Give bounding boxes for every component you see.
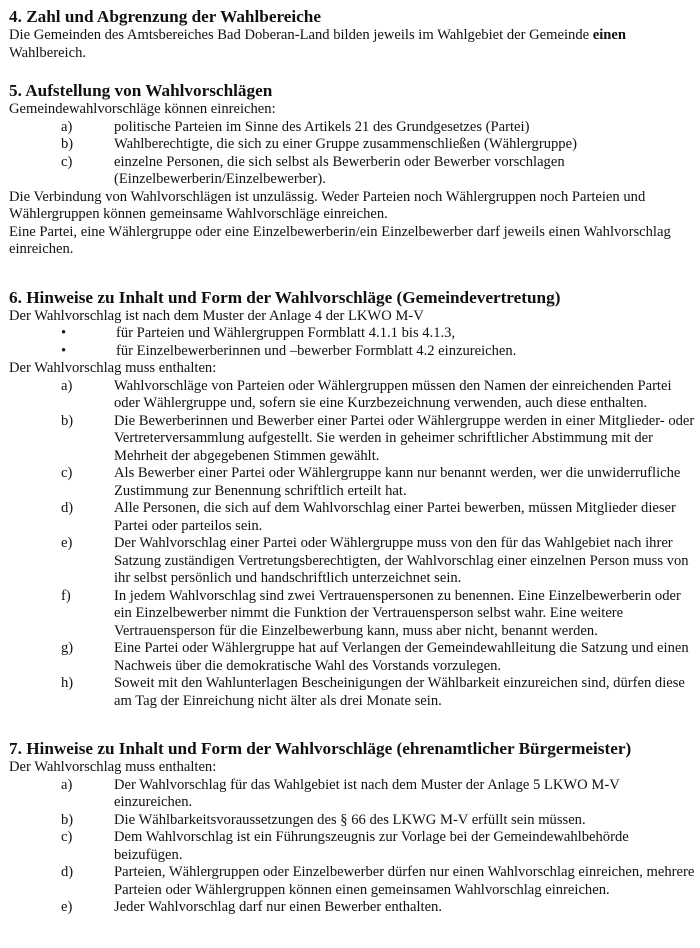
bullet-text: für Parteien und Wählergruppen Formblatt 4.1.1 bis 4.1.3,: [116, 325, 456, 341]
list-item: [9, 675, 695, 710]
section-4-text-a: Die Gemeinden des Amtsbereiches Bad Doberan-Land bilden jeweils im Wahlgebiet der Gemeinde: [9, 27, 593, 43]
section-6-heading: 6. Hinweise zu Inhalt und Form der Wahlvorschläge (Gemeindevertretung): [9, 287, 561, 307]
list-text: In jedem Wahlvorschlag sind zwei Vertrauenspersonen zu benennen. Eine Einzelbewerberin oder ein Einzelbewerber nimmt die Funktion der Vertrauensperson selbst wahr. Eine weitere Vertrauensperson für die Einzelbewerbung kann, muss aber nicht, benannt werden.: [114, 587, 681, 639]
list-text: Wahlberechtigte, die sich zu einer Gruppe zusammenschließen (Wählergruppe): [114, 136, 577, 152]
section-5-heading: 5. Aufstellung von Wahlvorschlägen: [9, 81, 273, 100]
list-item: [9, 777, 695, 812]
section-5-intro: Gemeindewahlvorschläge können einreichen:: [9, 101, 276, 117]
section-5-paragraph-1: Die Verbindung von Wahlvorschlägen ist unzulässig. Weder Parteien noch Wählergruppen noch Parteien und Wählergruppen können gemeinsame Wahlvorschläge einreichen.: [9, 188, 646, 222]
list-item: [9, 119, 695, 137]
list-item: [9, 535, 695, 588]
list-marker: a): [61, 377, 73, 394]
list-text: einzelne Personen, die sich selbst als Bewerberin oder Bewerber vorschlagen (Einzelbewerberin/Einzelbewerber).: [114, 153, 565, 187]
bullet-marker: •: [61, 325, 67, 341]
section-7-heading: 7. Hinweise zu Inhalt und Form der Wahlvorschläge (ehrenamtlicher Bürgermeister): [9, 739, 632, 758]
list-text: Eine Partei oder Wählergruppe hat auf Verlangen der Gemeindewahlleitung die Satzung und einen Nachweis über die demokratische Wahl des Vorstands vorzulegen.: [114, 640, 689, 674]
list-item: [9, 899, 695, 917]
list-item: [9, 829, 695, 864]
list-marker: a): [61, 118, 73, 135]
list-text: Parteien, Wählergruppen oder Einzelbewerber dürfen nur einen Wahlvorschlag einreichen, mehrere Parteien oder Wählergruppen können einen gemeinsamen Wahlvorschlag einreichen.: [114, 864, 695, 898]
list-text: Der Wahlvorschlag einer Partei oder Wählergruppe muss von den für das Wahlgebiet nach ihrer Satzung zuständigen Vertretungsberechtigten, der Wahlvorschlag einer einzelnen Person muss von ihr selbst persönlich und handschriftlich unterzeichnet sein.: [114, 535, 689, 586]
list-text: Als Bewerber einer Partei oder Wählergruppe kann nur benannt werden, wer die unwiderrufliche Zustimmung zur Benennung schriftlich erteilt hat.: [114, 465, 681, 499]
list-marker: b): [61, 811, 74, 828]
section-4-text-b: Wahlbereich.: [9, 44, 87, 61]
list-marker: b): [61, 412, 74, 429]
section-6: [9, 287, 695, 711]
list-text: Alle Personen, die sich auf dem Wahlvorschlag einer Partei bewerben, müssen Mitglieder dieser Partei oder parteilos sein.: [114, 500, 676, 534]
section-4-text-bold: einen: [592, 27, 626, 43]
list-item: [9, 136, 695, 154]
list-marker: d): [61, 864, 74, 880]
list-text: Der Wahlvorschlag für das Wahlgebiet ist nach dem Muster der Anlage 5 LKWO M-V einzureichen.: [114, 776, 620, 810]
list-text: Jeder Wahlvorschlag darf nur einen Bewerber enthalten.: [114, 899, 442, 915]
bullet-item: [9, 343, 695, 361]
list-item: [9, 588, 695, 641]
list-marker: b): [61, 136, 74, 152]
list-marker: h): [61, 675, 74, 691]
list-item: [9, 413, 695, 466]
list-item: [9, 640, 695, 675]
list-text: Soweit mit den Wahlunterlagen Bescheinigungen der Wählbarkeit einzureichen sind, dürfen diese am Tag der Einreichung nicht älter als drei Monate sein.: [114, 675, 685, 709]
list-marker: e): [61, 899, 73, 915]
section-4-heading: 4. Zahl und Abgrenzung der Wahlbereiche: [9, 7, 321, 26]
list-marker: f): [61, 587, 71, 604]
section-5-paragraph-2: Eine Partei, eine Wählergruppe oder eine Einzelbewerberin/ein Einzelbewerber darf jeweils einen Wahlvorschlag einreichen.: [9, 223, 671, 257]
list-item: [9, 864, 695, 899]
bullet-marker: •: [61, 342, 67, 359]
list-item: [9, 378, 695, 413]
list-marker: c): [61, 465, 73, 481]
bullet-text: für Einzelbewerberinnen und –bewerber Formblatt 4.2 einzureichen.: [116, 342, 517, 359]
list-marker: c): [61, 153, 73, 170]
list-marker: e): [61, 535, 73, 551]
list-text: Wahlvorschläge von Parteien oder Wählergruppen müssen den Namen der einreichenden Partei oder Wählergruppe und, sofern sie eine Kurzbezeichnung verwenden, auch diese enthalten.: [114, 377, 672, 411]
list-item: [9, 154, 695, 189]
list-marker: d): [61, 500, 74, 516]
list-text: Die Bewerberinnen und Bewerber einer Partei oder Wählergruppe werden in einer Mitglieder- oder Vertreterversammlung aufgestellt. Sie werden in geheimer schriftlicher Abstimmung mit der Mehrheit der abgegebenen Stimmen gewählt.: [114, 412, 695, 464]
section-4: [9, 6, 695, 62]
section-6-intro: Der Wahlvorschlag ist nach dem Muster der Anlage 4 der LKWO M-V: [9, 307, 424, 324]
list-text: Die Wählbarkeitsvoraussetzungen des § 66 des LKWG M-V erfüllt sein müssen.: [114, 811, 586, 828]
list-text: Dem Wahlvorschlag ist ein Führungszeugnis zur Vorlage bei der Gemeindewahlbehörde beizufügen.: [114, 829, 629, 863]
list-text: politische Parteien im Sinne des Artikels 21 des Grundgesetzes (Partei): [114, 118, 530, 135]
bullet-item: [9, 325, 695, 343]
list-marker: g): [61, 640, 74, 656]
section-5: [9, 80, 695, 259]
section-6-intro-2: Der Wahlvorschlag muss enthalten:: [9, 360, 217, 376]
section-7-intro: Der Wahlvorschlag muss enthalten:: [9, 759, 217, 775]
section-7: [9, 738, 695, 917]
list-marker: a): [61, 776, 73, 793]
section-4-text: [9, 27, 695, 62]
list-marker: c): [61, 829, 73, 845]
list-item: [9, 812, 695, 830]
list-item: [9, 500, 695, 535]
list-item: [9, 465, 695, 500]
